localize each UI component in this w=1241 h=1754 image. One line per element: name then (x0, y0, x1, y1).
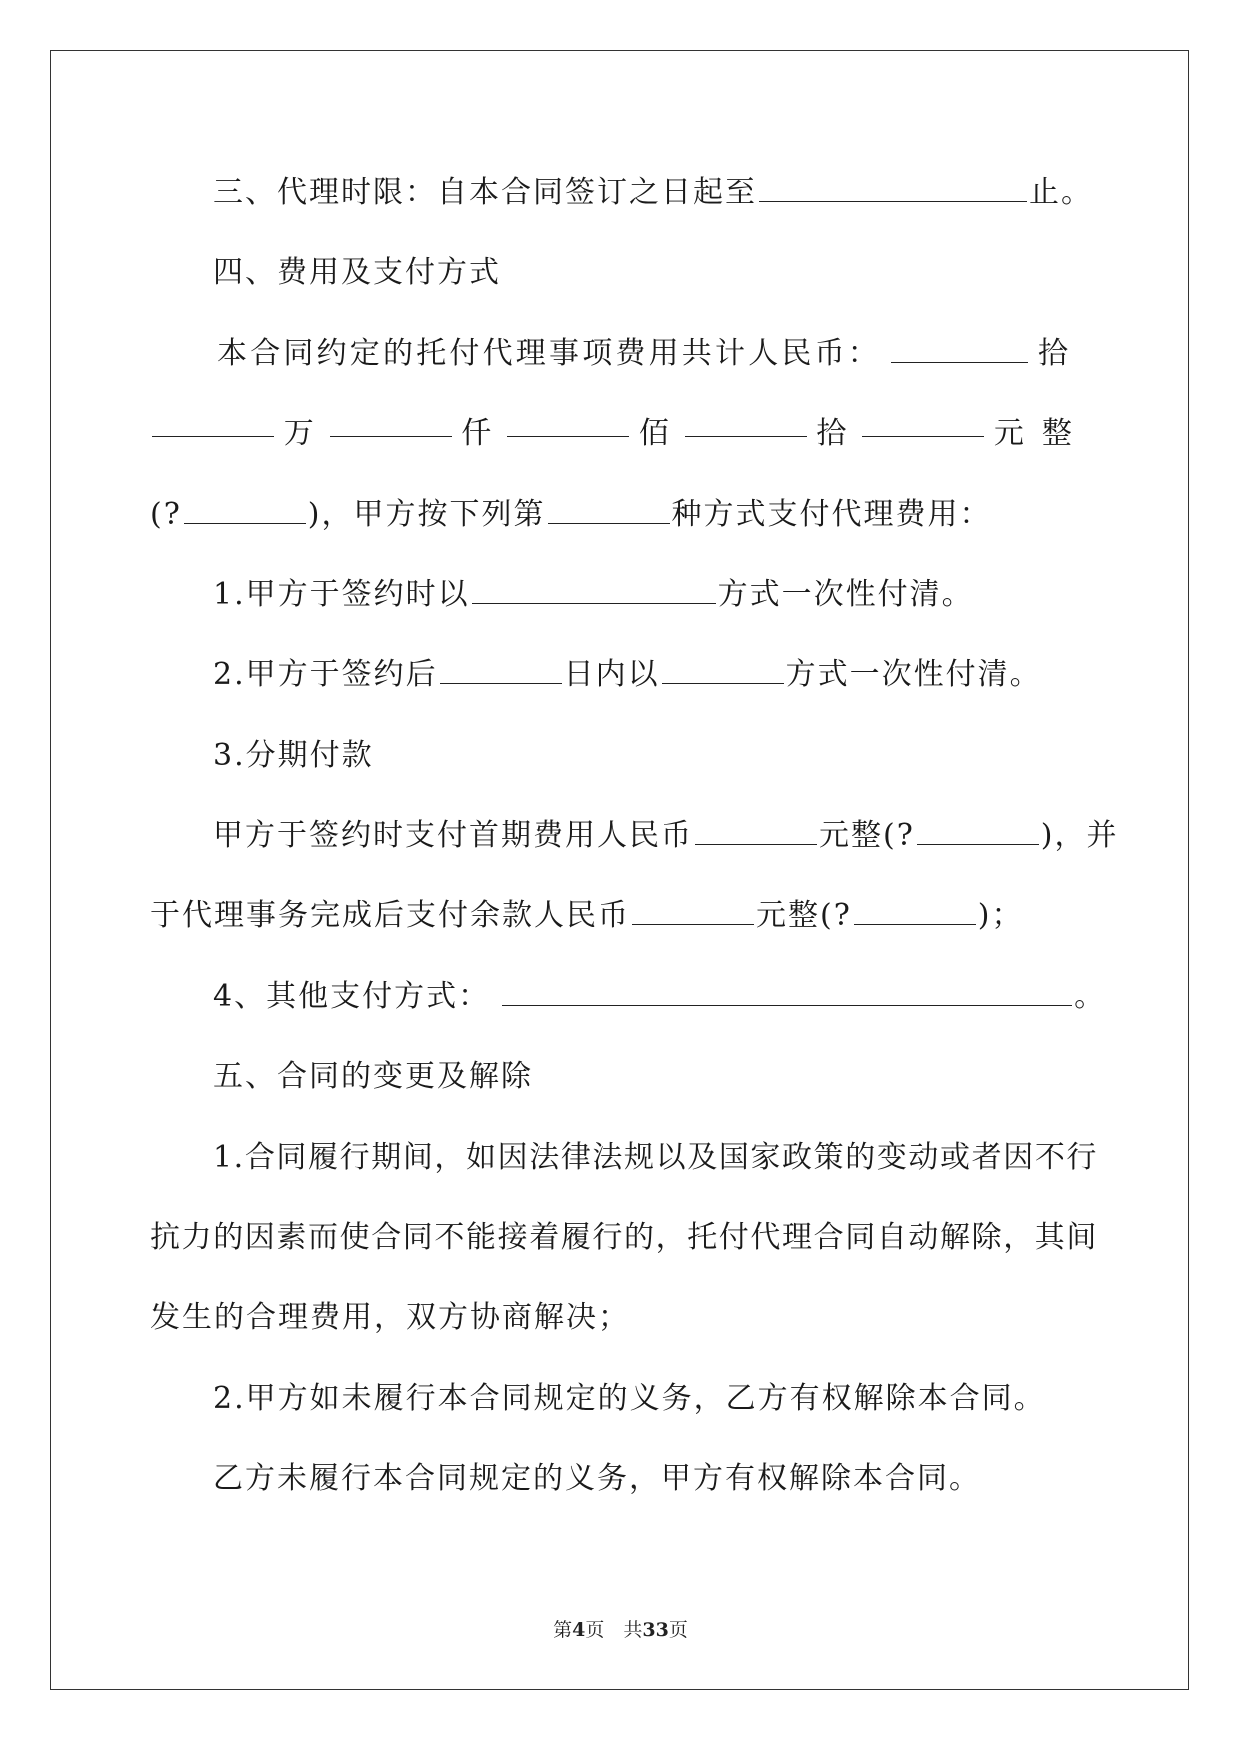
page-border (50, 50, 1189, 1690)
blank-field (662, 661, 784, 684)
blank-field (854, 902, 976, 925)
text: 方式一次性付清。 (785, 657, 1042, 692)
clause-5-1-line-3 (150, 1298, 630, 1338)
blank-field (632, 902, 754, 925)
clause-3-term (213, 173, 1093, 213)
text: 五、合同的变更及解除 (213, 1059, 533, 1094)
text: 元整(? (819, 818, 915, 853)
text: 2.甲方如未履行本合同规定的义务，乙方有权解除本合同。 (213, 1381, 1046, 1416)
blank-field (862, 414, 984, 437)
fee-amount-words-line (150, 414, 1090, 454)
blank-field (152, 414, 274, 437)
text: 拾 (1038, 336, 1072, 371)
text: 方式一次性付清。 (717, 577, 974, 612)
blank-field (695, 822, 817, 845)
footer-prefix: 第 (553, 1619, 573, 1641)
text: )，甲方按下列第 (307, 497, 546, 532)
text: 元整 (993, 416, 1090, 451)
text: 仟 (461, 416, 498, 451)
text: 。 (1074, 979, 1107, 1014)
text: )； (977, 898, 1024, 933)
clause-5-2-line-2 (213, 1459, 981, 1499)
installment-first-line (213, 816, 1119, 856)
blank-field (759, 179, 1027, 202)
text: 抗力的因素而使合同不能接着履行的，托付代理合同自动解除，其间 (150, 1220, 1098, 1255)
text: 发生的合理费用，双方协商解决； (150, 1300, 630, 1335)
text: 本合同约定的托付代理事项费用共计人民币： (217, 336, 881, 371)
blank-field (917, 822, 1039, 845)
page-footer (0, 1618, 1241, 1642)
clause-5-1-line-1 (213, 1138, 1098, 1178)
clause-5-2-line-1 (213, 1379, 1046, 1419)
blank-field (548, 501, 670, 524)
text: 拾 (816, 416, 853, 451)
clause-5-heading (213, 1057, 533, 1097)
blank-field (507, 414, 629, 437)
fee-total-line (217, 334, 1071, 374)
blank-field (184, 501, 306, 524)
payment-option-other (213, 977, 1106, 1017)
footer-suffix: 页 (668, 1619, 688, 1641)
text: 三、代理时限：自本合同签订之日起至 (213, 175, 757, 210)
installment-second-line (150, 896, 1024, 936)
text: 乙方未履行本合同规定的义务，甲方有权解除本合同。 (213, 1461, 981, 1496)
payment-option-3-heading (213, 736, 374, 776)
clause-5-1-line-2 (150, 1218, 1098, 1258)
text: 种方式支付代理费用： (671, 497, 992, 532)
payment-option-2 (213, 655, 1042, 695)
text: 日内以 (563, 657, 660, 692)
blank-field (891, 340, 1028, 363)
text: 元整(? (756, 898, 852, 933)
fee-amount-figure-line (150, 495, 992, 535)
blank-field (440, 661, 562, 684)
text: 4、其他支付方式： (213, 979, 491, 1014)
page-number: 4 (572, 1619, 586, 1641)
text: 万 (283, 416, 320, 451)
page-total: 33 (642, 1619, 669, 1641)
blank-field (330, 414, 452, 437)
clause-4-heading (213, 253, 501, 293)
text: 于代理事务完成后支付余款人民币 (150, 898, 630, 933)
text: (? (150, 497, 182, 532)
text: )，并 (1040, 818, 1119, 853)
text: 甲方于签约时支付首期费用人民币 (213, 818, 693, 853)
blank-field (472, 581, 716, 604)
footer-mid: 页 共 (585, 1619, 643, 1641)
text: 3.分期付款 (213, 738, 374, 773)
blank-field (685, 414, 807, 437)
text: 1.合同履行期间，如因法律法规以及国家政策的变动或者因不行 (213, 1140, 1099, 1175)
text: 止。 (1029, 175, 1093, 210)
text: 四、费用及支付方式 (213, 255, 501, 290)
text: 1.甲方于签约时以 (213, 577, 470, 612)
blank-field (502, 983, 1072, 1006)
payment-option-1 (213, 575, 974, 615)
text: 2.甲方于签约后 (213, 657, 438, 692)
text: 佰 (638, 416, 675, 451)
